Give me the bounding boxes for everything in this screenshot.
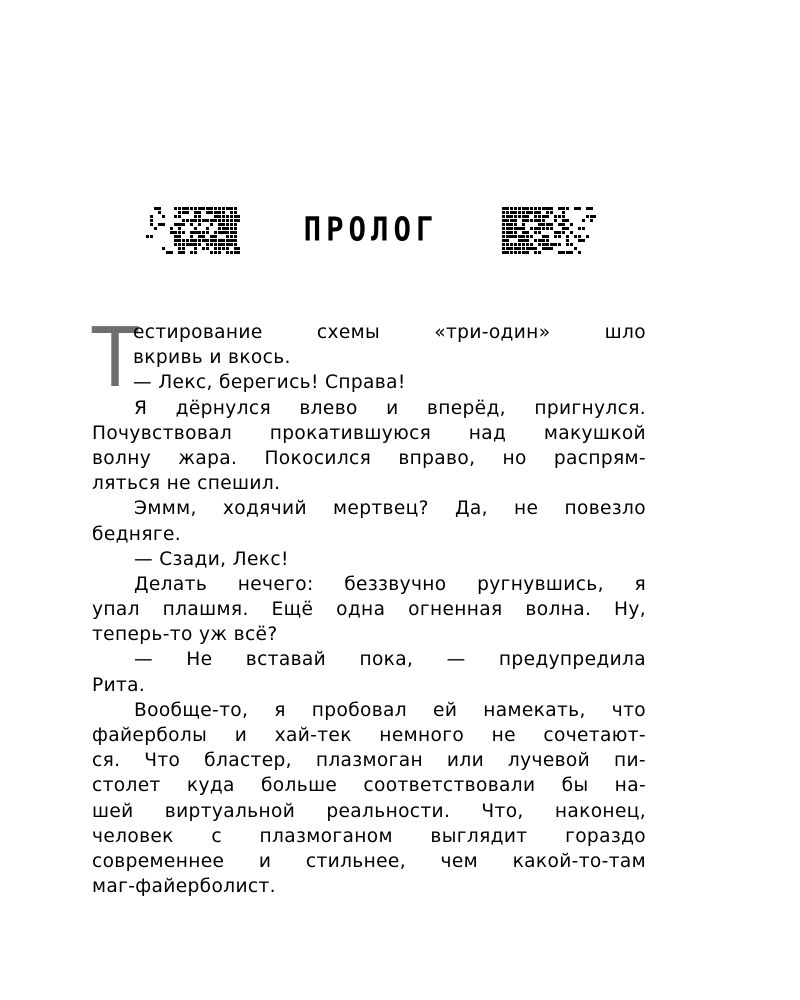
drop-cap: Т — [92, 311, 139, 406]
text-line: ся. Что бластер, плазмоган или лучевой пи- — [92, 750, 646, 772]
text-line: Почувствовал прокатившуюся над макушкой — [92, 422, 646, 444]
text-line: Рита. — [92, 674, 146, 696]
text-line: маг-файерболист. — [92, 876, 276, 898]
text-line: шей виртуальной реальности. Что, наконец, — [92, 800, 646, 822]
text-line: Я дёрнулся влево и вперёд, пригнулся. — [134, 397, 646, 419]
text-line: волну жара. Покосился вправо, но распрям- — [92, 447, 646, 469]
text-line: файерболы и хай-тек немного не сочетают- — [92, 725, 646, 746]
pixel-ornament-right-icon — [502, 206, 596, 256]
text-line: столет куда больше соответствовали бы на- — [92, 775, 646, 797]
text-line: человек с плазмоганом выглядит гораздо — [92, 825, 646, 847]
text-line: — Сзади, Лекс! — [134, 548, 289, 570]
chapter-title: ПРОЛОГ — [303, 209, 439, 249]
text-line: — Не вставай пока, — предупредила — [134, 649, 646, 671]
text-line: теперь-то уж всё? — [92, 624, 278, 646]
text-line: вкривь и вкось. — [133, 347, 291, 369]
text-line: упал плашмя. Ещё одна огненная волна. Ну, — [92, 599, 646, 621]
chapter-heading — [146, 206, 596, 258]
text-line: современнее и стильнее, чем какой-то-там — [92, 850, 646, 872]
text-line: Эммм, ходячий мертвец? Да, не повезло — [134, 498, 646, 520]
text-line: бедняге. — [92, 523, 182, 545]
chapter-body — [92, 311, 646, 899]
text-line: — Лекс, берегись! Справа! — [133, 372, 406, 394]
text-line: естирование схемы «три-один» шло — [133, 322, 646, 343]
text-line: ляться не спешил. — [92, 473, 281, 495]
text-line: Делать нечего: беззвучно ругнувшись, я — [134, 573, 646, 595]
text-line: Вообще-то, я пробовал ей намекать, что — [134, 699, 646, 721]
